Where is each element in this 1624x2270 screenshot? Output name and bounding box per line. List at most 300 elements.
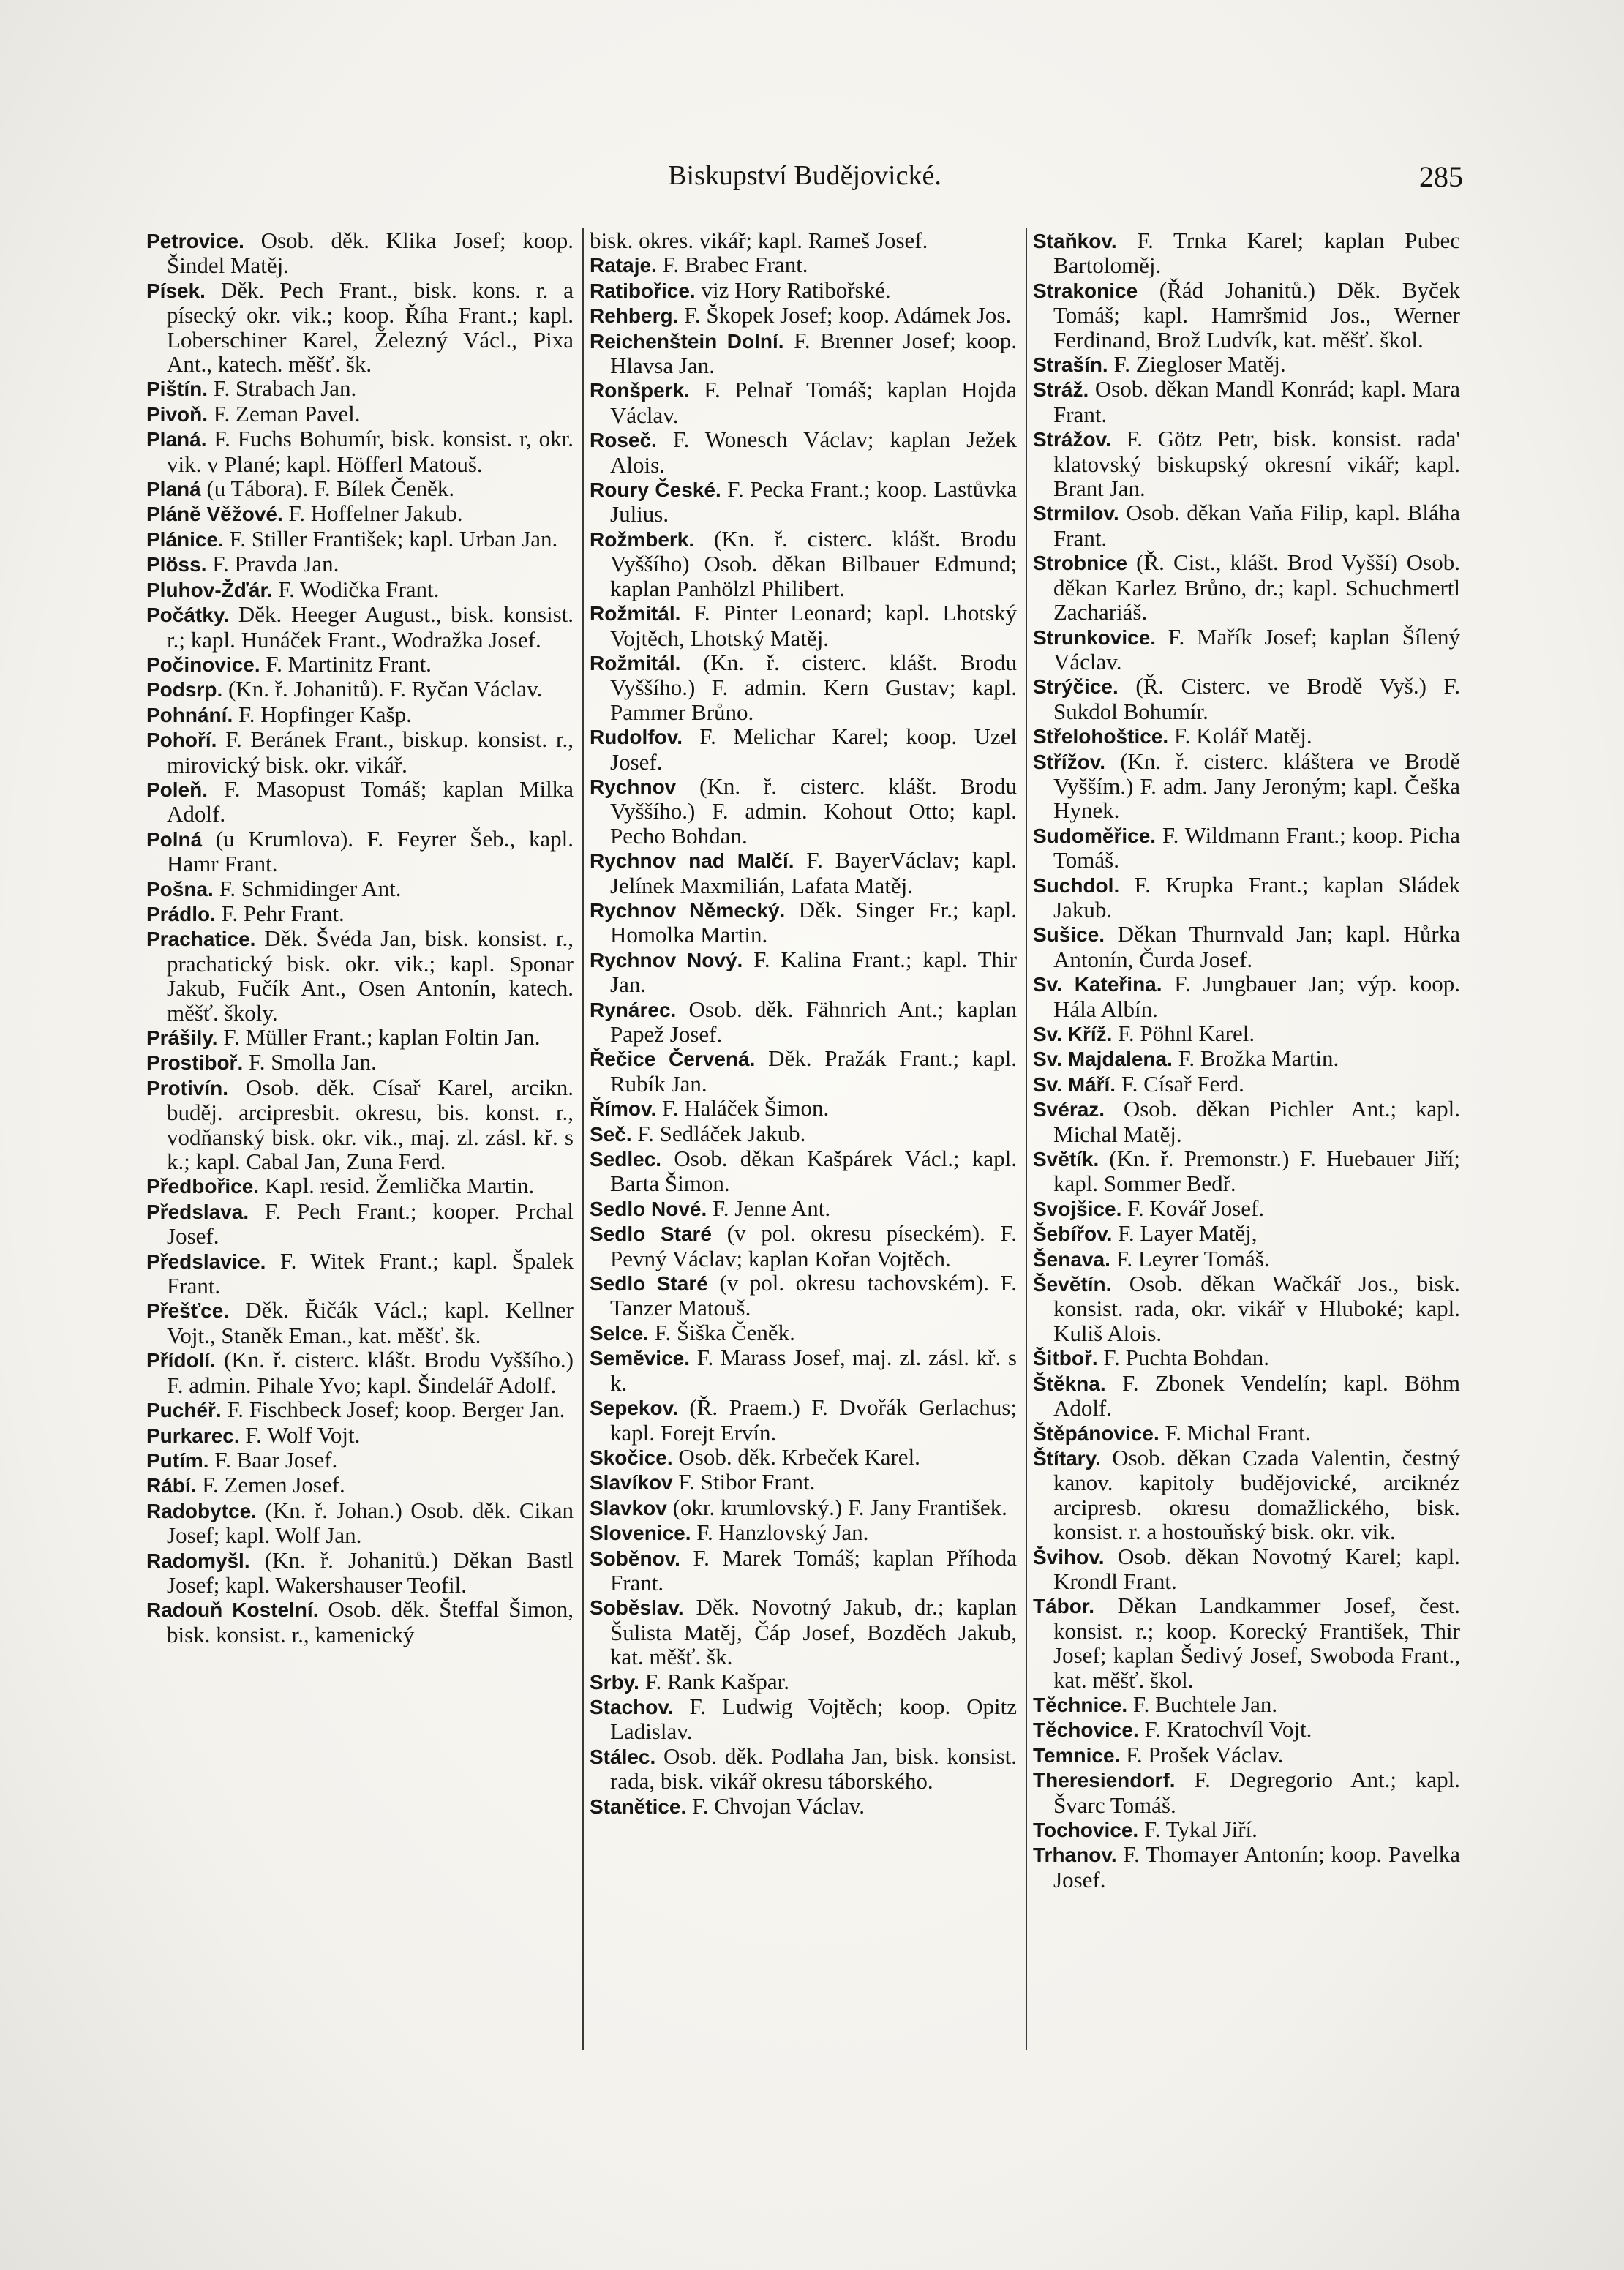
entry-text: F. Kovář Josef. [1127,1195,1265,1221]
entry-text: F. Masopust Tomáš; kaplan Milka Adolf. [167,775,574,827]
entry-place-name: Slovenice. [590,1522,691,1545]
directory-entry [590,228,1017,252]
directory-entry [146,926,574,1025]
entry-place-name: Reichenštein Dolní. [590,329,784,353]
directory-entry [1033,278,1460,352]
entry-place-name: Ševětín. [1033,1273,1112,1296]
entry-place-name: Štítary. [1033,1446,1101,1470]
entry-place-name: Pivoň. [146,402,208,426]
entry-place-name: Soběnov. [590,1546,680,1570]
entry-text: F. Müller Frant.; kaplan Foltin Jan. [223,1024,541,1050]
column-3 [1033,228,1460,2160]
entry-text: F. Fuchs Bohumír, bisk. konsist. r, okr. vik. v Plané; kapl. Höfferl Matouš. [167,426,574,477]
directory-entry [590,477,1017,527]
entry-text: Osob. děk. Klika Josef; koop. Šindel Matěj. [167,228,574,279]
directory-entry [1033,1767,1460,1817]
entry-text: F. Jenne Ant. [713,1195,831,1221]
entry-text: F. Šiška Čeněk. [654,1319,795,1345]
entry-place-name: Rychnov [590,775,677,798]
entry-place-name: Plöss. [146,553,207,576]
entry-place-name: Rudolfov. [590,726,683,749]
entry-place-name: Sedlec. [590,1148,662,1171]
entry-text: Děk. Heeger August., bisk. konsist. r.; kapl. Hunáček Frant., Wodražka Josef. [167,601,574,653]
entry-place-name: Pláně Věžové. [146,503,283,526]
entry-place-name: Počátky. [146,604,230,627]
entry-text: F. Pinter Leonard; kapl. Lhotský Vojtěch, Lhotský Matěj. [610,600,1017,651]
entry-place-name: Sv. Máří. [1033,1072,1116,1096]
directory-entry [146,1597,574,1647]
entry-text: F. Prošek Václav. [1126,1741,1284,1767]
directory-entry [146,1473,574,1497]
entry-text: F. Götz Petr, bisk. konsist. rada' klatovský biskupský okresní vikář; kapl. Brant Jan. [1053,426,1460,502]
entry-place-name: Římov. [590,1097,657,1121]
entry-place-name: Puchéř. [146,1399,222,1422]
entry-place-name: Planá [146,478,201,501]
directory-entry [590,724,1017,774]
directory-entry [146,1075,574,1174]
entry-text: Děkan Thurnvald Jan; kapl. Hůrka Antonín, Čurda Josef. [1053,921,1460,972]
entry-text: F. Leyrer Tomáš. [1116,1245,1270,1271]
entry-place-name: Theresiendorf. [1033,1769,1176,1792]
directory-entry [146,1173,574,1198]
directory-entry [1033,873,1460,922]
directory-entry [590,848,1017,898]
entry-place-name: Svéraz. [1033,1098,1105,1121]
directory-entry [146,702,574,727]
entry-text: F. Baar Josef. [214,1446,338,1473]
directory-entry [146,577,574,602]
directory-entry [1033,1196,1460,1221]
entry-text: F. Mařík Josef; kaplan Šílený Václav. [1053,623,1460,674]
entry-text: (u Tábora). F. Bílek Čeněk. [206,476,455,502]
entry-place-name: Střelohoštice. [1033,725,1169,748]
directory-entry [1033,1146,1460,1196]
entry-place-name: Stálec. [590,1745,656,1768]
directory-entry [1033,426,1460,500]
entry-place-name: Sedlo Staré [590,1272,708,1296]
entry-place-name: Šebířov. [1033,1222,1113,1246]
entry-text: (Kn. ř. cisterc. klášt. Brodu Vyššího) Osob. děkan Bilbauer Edmund; kaplan Panhölzl Philibert. [610,525,1017,601]
entry-text: F. Pech Frant.; kooper. Prchal Josef. [167,1198,574,1249]
entry-text: Osob. děkan Czada Valentin, čestný kanov. kapitoly budějovické, arciknéz arcipresb. okresu domažlického, bisk. konsist. r. a hostouňský bisk. okr. vik. [1053,1444,1460,1545]
directory-entry [590,898,1017,947]
entry-place-name: Pluhov-Žďár. [146,578,273,601]
directory-entry [1033,1097,1460,1146]
entry-place-name: Pohoří. [146,729,217,752]
directory-entry [1033,1446,1460,1544]
entry-place-name: Sv. Kateřina. [1033,973,1162,996]
entry-place-name: Podsrp. [146,678,223,702]
entry-text: F. Puchta Bohdan. [1103,1345,1269,1371]
entry-text: (Kn. ř. Johanitů). F. Ryčan Václav. [228,676,543,702]
entry-text: F. Ludwig Vojtěch; koop. Opitz Ladislav. [610,1693,1017,1745]
entry-text: Osob. děk. Fähnrich Ant.; kaplan Papež Josef. [610,996,1017,1047]
directory-entry [146,1448,574,1473]
entry-place-name: Tábor. [1033,1595,1095,1618]
entry-text: F. Melichar Karel; koop. Uzel Josef. [610,724,1017,775]
directory-entry [1033,500,1460,550]
directory-entry [1033,228,1460,278]
directory-entry [146,402,574,426]
entry-text: Osob. děk. Podlaha Jan, bisk. konsist. rada, bisk. vikář okresu táborského. [610,1743,1017,1794]
entry-place-name: Prádlo. [146,902,216,925]
entry-place-name: Těchovice. [1033,1718,1139,1742]
entry-text: Osob. děkan Kašpárek Václ.; kapl. Barta Šimon. [610,1146,1017,1197]
directory-entry [1033,1046,1460,1071]
directory-entry [590,1345,1017,1395]
entry-place-name: Purkarec. [146,1424,240,1447]
directory-entry [146,1348,574,1397]
entry-text: F. Pehr Frant. [221,900,345,926]
entry-place-name: Rychnov Německý. [590,898,786,922]
entry-place-name: Staňkov. [1033,230,1117,252]
entry-place-name: Stráž. [1033,378,1089,402]
directory-entry [590,1096,1017,1121]
entry-place-name: Písek. [146,279,206,302]
entry-text: F. Škopek Josef; koop. Adámek Jos. [684,302,1012,328]
entry-place-name: Radomyšl. [146,1549,250,1572]
entry-place-name: Rychnov Nový. [590,948,743,971]
entry-place-name: Strobnice [1033,552,1128,575]
entry-text: (Kn. ř. cisterc. klášt. Brodu Vyššího.) F. admin. Kern Gustav; kapl. Pammer Brůno. [610,649,1017,725]
entry-text: F. Degregorio Ant.; kapl. Švarc Tomáš. [1053,1767,1460,1818]
entry-text: F. Strabach Jan. [213,375,357,402]
directory-entry [146,501,574,526]
entry-place-name: Štěkna. [1033,1372,1106,1395]
directory-entry [146,1050,574,1075]
entry-place-name: Švihov. [1033,1545,1105,1568]
entry-text: Děkan Landkammer Josef, čest. konsist. r.; koop. Korecký František, Thir Josef; kaplan Šedivý Josef, Swoboda Frant., kat. měšť. škol. [1053,1593,1460,1693]
directory-entry [1033,971,1460,1021]
directory-entry [590,997,1017,1047]
entry-place-name: Strýčice. [1033,675,1119,699]
directory-entry [146,677,574,702]
directory-entry [1033,377,1460,426]
directory-entry [1033,1544,1460,1594]
directory-entry [146,1298,574,1348]
entry-text: Osob. děkan Vaňa Filip, kapl. Bláha Frant. [1053,500,1460,551]
directory-entry [590,278,1017,303]
directory-entry [1033,1717,1460,1742]
entry-text: (Ř. Cist., klášt. Brod Vyšší) Osob. děkan Karlez Brůno, dr.; kapl. Schuchmertl Zachariáš. [1053,549,1460,625]
entry-place-name: Přídolí. [146,1349,216,1372]
entry-place-name: Ronšperk. [590,379,690,402]
entry-place-name: Polná [146,827,203,851]
directory-entry [590,947,1017,997]
entry-place-name: Rataje. [590,254,657,277]
directory-entry [590,1744,1017,1794]
entry-place-name: Roury České. [590,478,721,502]
entry-text: F. Hoffelner Jakub. [288,500,463,527]
entry-text: F. Ziegloser Matěj. [1113,351,1286,377]
directory-entry [590,1395,1017,1445]
directory-entry [590,1694,1017,1744]
page-number: 285 [1419,160,1463,193]
entry-text: F. Fischbeck Josef; koop. Berger Jan. [227,1397,565,1423]
entry-text: (v pol. okresu tachovském). F. Tanzer Matouš. [610,1270,1017,1321]
directory-entry [146,278,574,377]
directory-entry [590,377,1017,427]
entry-text: F. Wolf Vojt. [245,1421,361,1448]
directory-entry [1033,1817,1460,1842]
directory-entry [1033,1221,1460,1246]
directory-entry [146,901,574,926]
entry-place-name: Těchnice. [1033,1693,1128,1716]
entry-place-name: Radouň Kostelní. [146,1598,319,1622]
entry-text: F. Michal Frant. [1165,1419,1311,1446]
column-1 [146,228,574,2160]
entry-place-name: Strunkovice. [1033,625,1157,649]
directory-entry [146,552,574,576]
entry-text: (v pol. okresu píseckém). F. Pevný Václav; kaplan Kořan Vojtěch. [610,1220,1017,1271]
entry-text: Osob. děk. Šteffal Šimon, bisk. konsist. r., kamenický [167,1596,574,1647]
entry-place-name: Roseč. [590,429,657,452]
entry-place-name: Přešťce. [146,1299,230,1323]
directory-entry [1033,1371,1460,1421]
entry-place-name: Sušice. [1033,923,1105,947]
directory-entry [1033,823,1460,873]
directory-entry [1033,1743,1460,1767]
entry-text: bisk. okres. vikář; kapl. Rameš Josef. [590,228,928,253]
directory-entry [1033,674,1460,724]
page-title: Biskupství Budějovické. [668,160,941,191]
directory-entry [1033,1345,1460,1370]
entry-place-name: Seměvice. [590,1347,690,1370]
entry-place-name: Poleň. [146,778,208,801]
directory-entry [590,1445,1017,1470]
entry-text: F. Brožka Martin. [1178,1045,1339,1072]
entry-place-name: Pištín. [146,377,208,401]
entry-text: (Kn. ř. cisterc. kláštera ve Brodě Vyšším.) F. adm. Jany Jeroným; kapl. Češka Hynek. [1053,748,1460,824]
entry-place-name: Trhanov. [1033,1844,1117,1867]
entry-text: F. Tykal Jiří. [1143,1816,1258,1842]
entry-place-name: Sudoměřice. [1033,824,1157,847]
entry-place-name: Stachov. [590,1695,674,1718]
entry-text: (u Krumlova). F. Feyrer Šeb., kapl. Hamr Frant. [167,825,574,877]
entry-text: Osob. děk. Krbeček Karel. [678,1443,920,1470]
entry-text: (Ř. Cisterc. ve Brodě Vyš.) F. Sukdol Bohumír. [1053,673,1460,724]
column-2 [590,228,1017,2160]
entry-place-name: Srby. [590,1670,639,1694]
entry-place-name: Šenava. [1033,1247,1110,1271]
directory-columns [146,228,1463,2160]
entry-text: Děk. Novotný Jakub, dr.; kaplan Šulista Matěj, Čáp Josef, Bozděch Jakub, kat. měšť. šk. [610,1594,1017,1670]
entry-text: (Kn. ř. Premonstr.) F. Huebauer Jiří; kapl. Sommer Bedř. [1053,1146,1460,1197]
entry-place-name: Sv. Kříž. [1033,1023,1113,1045]
directory-entry [590,1520,1017,1545]
directory-entry [1033,1072,1460,1097]
directory-entry [146,1498,574,1548]
entry-place-name: Radobytce. [146,1499,257,1522]
directory-entry [1033,1692,1460,1717]
entry-place-name: Předslava. [146,1200,249,1223]
entry-text: Děk. Singer Fr.; kapl. Homolka Martin. [610,896,1017,948]
entry-place-name: Rynárec. [590,998,677,1021]
directory-entry [590,1221,1017,1271]
entry-place-name: Skočice. [590,1446,673,1469]
entry-text: (Ř. Praem.) F. Dvořák Gerlachus; kapl. Forejt Ervín. [610,1394,1017,1446]
entry-place-name: Planá. [146,428,207,451]
entry-place-name: Selce. [590,1321,649,1345]
entry-place-name: Seč. [590,1122,632,1146]
entry-place-name: Štěpánovice. [1033,1421,1159,1445]
directory-entry [146,1548,574,1598]
entry-place-name: Prášily. [146,1026,218,1049]
entry-text: F. Chvojan Václav. [692,1792,865,1819]
entry-place-name: Sv. Majdalena. [1033,1048,1173,1071]
entry-text: F. Schmidinger Ant. [219,875,402,901]
entry-place-name: Svojšice. [1033,1197,1122,1220]
entry-place-name: Tochovice. [1033,1819,1139,1841]
entry-text: F. Krupka Frant.; kaplan Sládek Jakub. [1053,871,1460,922]
entry-place-name: Střížov. [1033,750,1106,773]
entry-text: F. Kalina Frant.; kapl. Thir Jan. [610,946,1017,998]
directory-entry [1033,1247,1460,1271]
directory-entry [590,1320,1017,1345]
entry-text: F. Beránek Frant., biskup. konsist. r., mirovický bisk. okr. vikář. [167,726,574,778]
entry-text: F. Wonesch Václav; kaplan Ježek Alois. [610,426,1017,478]
directory-entry [1033,550,1460,624]
directory-entry [590,303,1017,328]
entry-place-name: Sepekov. [590,1397,678,1420]
entry-text: F. Brabec Frant. [662,252,808,278]
directory-entry [590,650,1017,724]
directory-entry [146,727,574,777]
entry-place-name: Putím. [146,1448,209,1472]
entry-place-name: Pošna. [146,877,214,901]
directory-entry [590,527,1017,601]
entry-text: (Kn. ř. cisterc. klášt. Brodu Vyššího.) F. admin. Pihale Yvo; kapl. Šindelář Adolf. [167,1347,574,1398]
directory-entry [146,426,574,476]
entry-place-name: Rehberg. [590,304,679,328]
directory-entry [146,527,574,552]
entry-place-name: Temnice. [1033,1743,1121,1767]
entry-text: Osob. děk. Císař Karel, arcikn. buděj. arcipresbit. okresu, bis. konst. r., vodňanský bisk. okr. vik., maj. zl. zásl. kř. s k.; kapl. Cabal Jan, Zuna Ferd. [167,1074,574,1175]
directory-entry [590,1470,1017,1495]
entry-text: F. Císař Ferd. [1121,1070,1244,1097]
directory-entry [590,1794,1017,1819]
entry-text: F. Hopfinger Kašp. [238,701,412,727]
entry-text: F. Rank Kašpar. [644,1668,789,1694]
entry-text: Osob. děkan Pichler Ant.; kapl. Michal Matěj. [1053,1096,1460,1147]
entry-text: F. Zbonek Vendelín; kapl. Böhm Adolf. [1053,1369,1460,1421]
entry-text: F. Pelnař Tomáš; kaplan Hojda Václav. [610,377,1017,428]
entry-place-name: Strakonice [1033,279,1138,302]
entry-text: F. Smolla Jan. [248,1049,377,1075]
entry-text: F. Stibor Frant. [678,1469,816,1495]
entry-text: Děk. Pech Frant., bisk. kons. r. a písecký okr. vik.; koop. Říha Frant.; kapl. Loberschiner Karel, Železný Václ., Pixa Ant., katech. měšť. šk. [167,277,574,377]
directory-entry [1033,1593,1460,1692]
entry-place-name: Sedlo Nové. [590,1197,707,1220]
directory-entry [590,774,1017,848]
directory-entry [590,601,1017,650]
directory-entry [1033,625,1460,674]
directory-entry [590,1121,1017,1146]
entry-text: F. Pöhnl Karel. [1118,1021,1255,1046]
directory-entry [1033,1271,1460,1345]
entry-text: F. Sedláček Jakub. [637,1120,806,1146]
entry-text: Osob. děkan Wačkář Jos., bisk. konsist. rada, okr. vikář v Hluboké; kapl. Kuliš Alois. [1053,1271,1460,1346]
entry-text: Osob. děkan Novotný Karel; kapl. Krondl Frant. [1053,1543,1460,1594]
entry-text: F. Pecka Frant.; koop. Lastůvka Julius. [610,476,1017,527]
entry-place-name: Strážov. [1033,428,1111,451]
entry-text: F. Buchtele Jan. [1132,1691,1278,1717]
entry-text: F. Jungbauer Jan; výp. koop. Hála Albín. [1053,971,1460,1022]
entry-text: F. Haláček Šimon. [662,1095,830,1121]
entry-text: Kapl. resid. Žemlička Martin. [264,1173,535,1199]
entry-place-name: Sedlo Staré [590,1222,713,1246]
entry-place-name: Strmilov. [1033,502,1119,525]
entry-place-name: Petrovice. [146,230,244,252]
entry-place-name: Rábí. [146,1474,197,1497]
entry-text: Děk. Pražák Frant.; kapl. Rubík Jan. [610,1045,1017,1097]
directory-entry [590,1146,1017,1196]
entry-text: (Kn. ř. Johanitů.) Děkan Bastl Josef; kapl. Wakershauser Teofil. [167,1546,574,1598]
directory-entry [1033,1021,1460,1046]
directory-entry [1033,352,1460,377]
entry-place-name: Šitboř. [1033,1347,1098,1370]
entry-text: Děk. Řičák Václ.; kapl. Kellner Vojt., Staněk Eman., kat. měšť. šk. [167,1297,574,1348]
entry-place-name: Světík. [1033,1148,1099,1171]
directory-entry [590,1546,1017,1596]
entry-place-name: Slavkov [590,1496,667,1519]
entry-text: F. Hanzlovský Jan. [696,1519,869,1546]
entry-place-name: Plánice. [146,527,224,551]
directory-entry [1033,1842,1460,1892]
entry-text: F. BayerVáclav; kapl. Jelínek Maxmilián, Lafata Matěj. [610,847,1017,898]
entry-text: F. Layer Matěj, [1118,1220,1258,1247]
entry-place-name: Ratibořice. [590,279,696,302]
entry-place-name: Soběslav. [590,1596,684,1620]
directory-entry [1033,1421,1460,1446]
directory-entry [590,1196,1017,1221]
directory-entry [146,376,574,401]
directory-entry [146,652,574,677]
entry-place-name: Řečice Červená. [590,1048,756,1071]
entry-text: Děk. Švéda Jan, bisk. konsist. r., prachatický bisk. okr. vik.; kapl. Sponar Jakub, Fučík Ant., Osen Antonín, katech. měšť. školy. [167,925,574,1026]
entry-text: (Kn. ř. cisterc. klášt. Brodu Vyššího.) F. admin. Kohout Otto; kapl. Pecho Bohdan. [610,773,1017,849]
entry-place-name: Suchdol. [1033,873,1120,897]
directory-entry [590,1495,1017,1520]
directory-entry [590,252,1017,277]
entry-place-name: Pohnání. [146,703,233,726]
entry-place-name: Prachatice. [146,928,256,951]
directory-entry [146,777,574,827]
entry-place-name: Protivín. [146,1076,229,1100]
entry-text: F. Marass Josef, maj. zl. zásl. kř. s k. [610,1345,1017,1396]
entry-text: F. Pravda Jan. [212,551,339,577]
entry-text: (Kn. ř. Johan.) Osob. děk. Cikan Josef; kapl. Wolf Jan. [167,1497,574,1549]
entry-place-name: Předslavice. [146,1249,266,1273]
entry-text: (okr. krumlovský.) F. Jany František. [672,1494,1007,1520]
directory-entry [146,1025,574,1050]
page-header [146,159,1463,203]
entry-place-name: Rychnov nad Malčí. [590,849,794,873]
directory-entry [146,1249,574,1299]
directory-entry [590,1271,1017,1320]
directory-entry [146,1397,574,1422]
entry-place-name: Rožmitál. [590,602,681,625]
directory-entry [146,602,574,652]
entry-text: F. Wildmann Frant.; koop. Picha Tomáš. [1053,822,1460,873]
entry-place-name: Slavíkov [590,1471,673,1495]
entry-place-name: Rožmitál. [590,651,681,674]
directory-entry [146,876,574,901]
entry-text: F. Kolář Matěj. [1173,723,1312,749]
entry-text: F. Brenner Josef; koop. Hlavsa Jan. [610,327,1017,379]
entry-text: F. Witek Frant.; kapl. Špalek Frant. [167,1247,574,1299]
entry-place-name: Strašín. [1033,353,1108,377]
